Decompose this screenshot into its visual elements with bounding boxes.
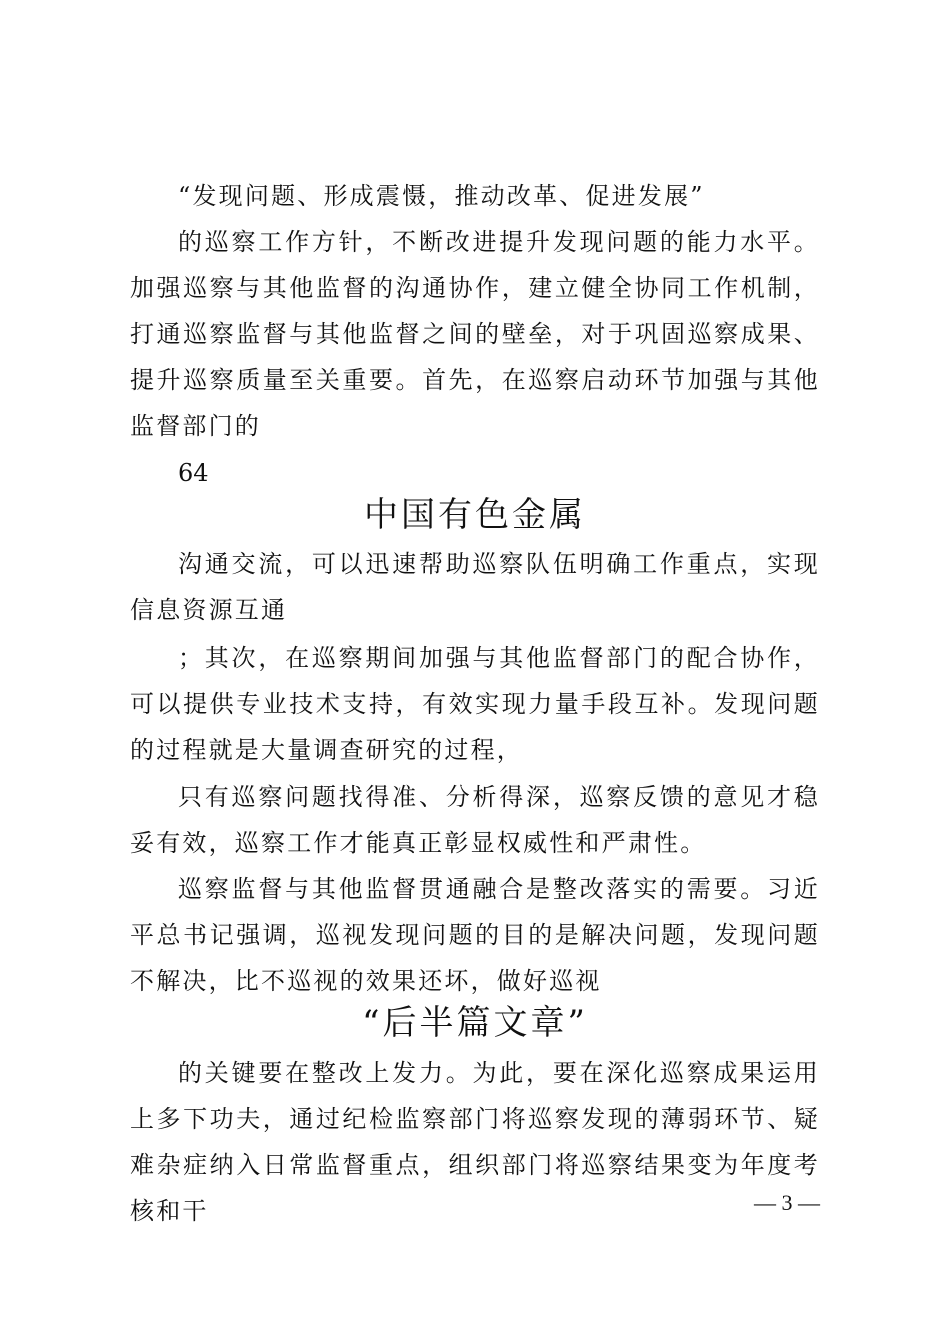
publication-heading: 中国有色金属 bbox=[364, 495, 586, 535]
paragraph-2: 的巡察工作方针，不断改进提升发现问题的能力水平。加强巡察与其他监督的沟通协作，建立健全协同工作机制，打通巡察监督与其他监督之间的壁垒，对于巩固巡察成果、提升巡察质量至关重要。首先，在巡察启动环节加强与其他监督部门的 bbox=[130, 228, 820, 440]
paragraph-7: 的关键要在整改上发力。为此，要在深化巡察成果运用上多下功夫，通过纪检监察部门将巡察发现的薄弱环节、疑难杂症纳入日常监督重点，组织部门将巡察结果变为年度考核和干 bbox=[130, 1059, 820, 1225]
paragraph-6: 巡察监督与其他监督贯通融合是整改落实的需要。习近平总书记强调，巡视发现问题的目的是解决问题，发现问题不解决，比不巡视的效果还坏，做好巡视 bbox=[130, 875, 820, 995]
paragraph-4: ；其次，在巡察期间加强与其他监督部门的配合协作，可以提供专业技术支持，有效实现力量手段互补。发现问题的过程就是大量调查研究的过程， bbox=[130, 644, 820, 764]
section-heading: “后半篇文章” bbox=[362, 1003, 588, 1043]
paragraph-5: 只有巡察问题找得准、分析得深，巡察反馈的意见才稳妥有效，巡察工作才能真正彰显权威性和严肃性。 bbox=[130, 783, 820, 857]
paragraph-3: 沟通交流，可以迅速帮助巡察队伍明确工作重点，实现信息资源互通 bbox=[130, 550, 820, 624]
paragraph-1: “发现问题、形成震慑，推动改革、促进发展” bbox=[178, 182, 705, 210]
page-number: — 3 — bbox=[754, 1190, 820, 1215]
source-page-number: 64 bbox=[178, 459, 209, 487]
